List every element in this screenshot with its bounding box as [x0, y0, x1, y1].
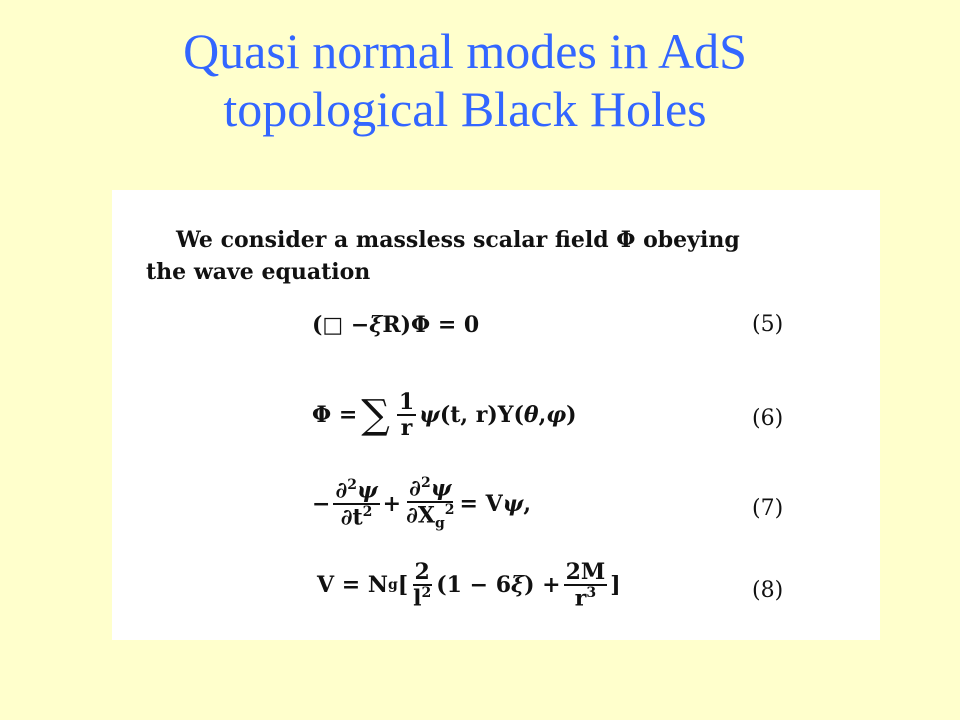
equation-5: (□ − ξ R)Φ = 0: [312, 312, 480, 338]
title-line-1: Quasi normal modes in AdS: [183, 23, 747, 79]
title-line-2: topological Black Holes: [223, 81, 707, 137]
intro-line-1: We consider a massless scalar field Φ obeying: [176, 227, 740, 253]
equation-number-6: (6): [752, 406, 784, 431]
equation-8: V = N g [ $\frac{2}{l^2}$ (1 − 6 ξ ) + $\frac{2M}{r^3}$ ]: [317, 559, 621, 612]
equation-number-5: (5): [752, 312, 784, 337]
intro-line-2: the wave equation: [146, 259, 371, 285]
equation-number-8: (8): [752, 578, 784, 603]
equation-number-7: (7): [752, 496, 784, 521]
intro-text: [146, 224, 866, 288]
slide-title: [0, 22, 930, 138]
equation-7: − $\frac{\partial^2\psi}{\partial t^2}$ + $\frac{\partial^2\psi}{\partial X_g^2}$ = V ψ ,: [312, 475, 532, 532]
equation-6: Φ = ∑ $\frac{1}{r}$ ψ (t, r)Y( θ , φ ): [312, 389, 577, 442]
equation-panel: [112, 190, 880, 640]
